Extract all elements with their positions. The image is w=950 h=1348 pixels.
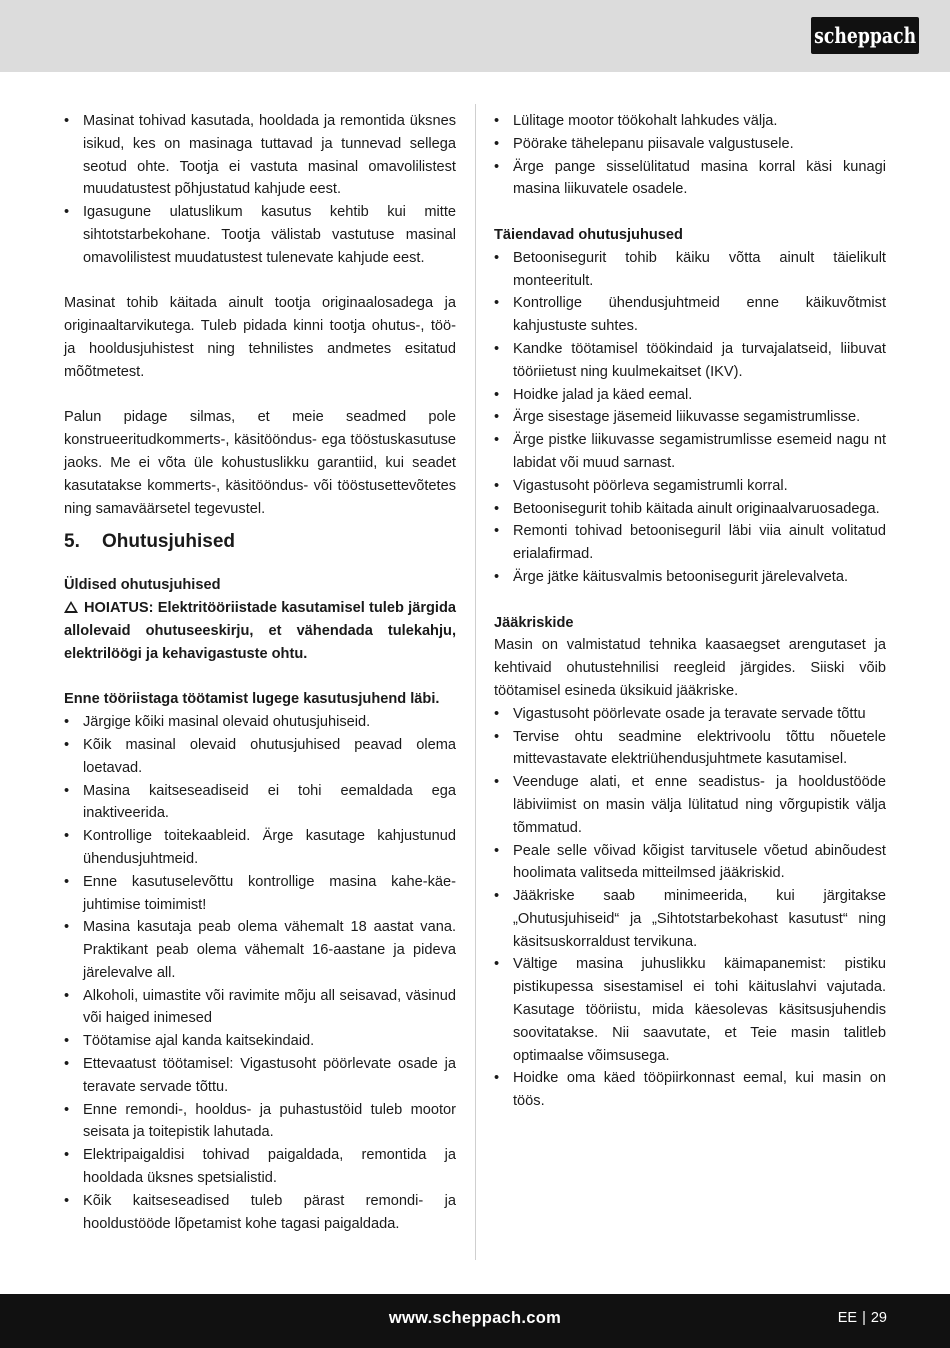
- list-item: • Remonti tohivad betooniseguril läbi viia ainult volitatud erialafirmad.: [494, 520, 886, 566]
- list-item: • Betoonisegurit tohib käitada ainult originaalvaruosadega.: [494, 498, 886, 521]
- before-use-title: Enne tööriistaga töötamist lugege kasutusjuhend läbi.: [64, 691, 440, 708]
- list-item: • Vigastusoht pöörlevate osade ja teravate servade tõttu: [494, 703, 886, 726]
- list-item: • Enne remondi-, hooldus- ja puhastustöid tuleb mootor seisata ja toitepistik lahutada.: [64, 1099, 456, 1145]
- warning-text: HOIATUS: Elektritööriistade kasutamisel tuleb järgida allolevaid ohutuseeskirju, et vähendada tulekahju, elektrilöögi ja kehavigastuste ohtu.: [64, 600, 456, 662]
- list-item: • Ettevaatust töötamisel: Vigastusoht pöörlevate osade ja teravate servade tõttu.: [64, 1053, 456, 1099]
- list-item: • Ärge jätke käitusvalmis betoonisegurit järelevalveta.: [494, 566, 886, 589]
- section-number: 5.: [64, 531, 80, 553]
- top-bullet-list: [494, 110, 886, 201]
- list-item: • Hoidke jalad ja käed eemal.: [494, 384, 886, 407]
- list-item: • Pöörake tähelepanu piisavale valgustusele.: [494, 133, 886, 156]
- list-item: • Enne kasutuselevõttu kontrollige masina kahe-käe-juhtimise toimimist!: [64, 871, 456, 917]
- language-code: EE: [837, 1310, 858, 1326]
- column-divider: [475, 104, 476, 1260]
- list-item: • Igasugune ulatuslikum kasutus kehtib kui mitte sihtotstarbekohane. Tootja välistab vastutuse masinal omavolilistest muudatustest tulenevate kahjude eest.: [64, 201, 456, 269]
- list-item: • Ärge sisestage jäsemeid liikuvasse segamistrumlisse.: [494, 406, 886, 429]
- page-header: [0, 0, 950, 72]
- list-item: • Kõik masinal olevaid ohutusjuhised peavad olema loetavad.: [64, 734, 456, 780]
- additional-bullet-list: [494, 247, 886, 589]
- list-item: • Hoidke oma käed tööpiirkonnast eemal, kui masin on töös.: [494, 1067, 886, 1113]
- list-item: • Masina kaitseseadiseid ei tohi eemaldada ega inaktiveerida.: [64, 780, 456, 826]
- residual-bullet-list: [494, 703, 886, 1113]
- list-item: • Peale selle võivad kõigist tarvitusele võetud abinõudest hoolimata valitseda mitteilmsed jääkriskid.: [494, 840, 886, 886]
- list-item: • Vigastusoht pöörleva segamistrumli korral.: [494, 475, 886, 498]
- residual-risks-title: Jääkriskide: [494, 614, 574, 631]
- list-item: • Betoonisegurit tohib käiku võtta ainult täielikult monteeritult.: [494, 247, 886, 293]
- list-item: • Järgige kõiki masinal olevaid ohutusjuhiseid.: [64, 711, 456, 734]
- page-separator: |: [862, 1310, 866, 1326]
- page-number: [838, 1310, 887, 1326]
- paragraph-original-parts: Masinat tohib käitada ainult tootja originaalosadega ja originaaltarvikutega. Tuleb pidada kinni tootja ohutus-, töö- ja hooldusjuhistest ning tehnilistes andmetes esitatud mõõtmetest.: [64, 295, 456, 380]
- left-column: [64, 110, 456, 1235]
- paragraph-commercial-use: Palun pidage silmas, et meie seadmed pole konstrueeritudkommerts-, käsitööndus- ega tööstuskasutuse jaoks. Me ei võta üle kohustuslikku garantiid, kui seadet kasutatakse kommerts-, käsitööndus- või tööstusettevõtetes ning samaväärsetel tegevustel.: [64, 409, 456, 517]
- general-safety-title: Üldised ohutusjuhised: [64, 577, 221, 594]
- warning-block: [64, 597, 456, 665]
- list-item: • Kandke töötamisel töökindaid ja turvajalatseid, liibuvat tööriietust ning kuulmekaitset (IKV).: [494, 338, 886, 384]
- residual-risks-intro: Masin on valmistatud tehnika kaasaegset arengutaset ja kehtivaid ohutustehnilisi reegleid järgides. Siiski võib töötamisel esineda üksikuid jääkriske.: [494, 637, 886, 699]
- scheppach-logo: [811, 17, 919, 54]
- list-item: • Jääkriske saab minimeerida, kui järgitakse „Ohutusjuhiseid“ ja „Sihtotstarbekohast kasutust“ ning käsitsuskorraldust tervikuna.: [494, 885, 886, 953]
- list-item: • Ärge pange sisselülitatud masina korral käsi kunagi masina liikuvatele osadele.: [494, 156, 886, 202]
- list-item: • Masinat tohivad kasutada, hooldada ja remontida üksnes isikud, kes on masinaga tuttavad ja tunnevad sellega seotud ohte. Tootja ei vastuta masinal omavolilistest muudatustest põhjustatud kahjude eest.: [64, 110, 456, 201]
- section-title: Ohutusjuhised: [102, 531, 235, 553]
- page-number-value: 29: [870, 1310, 887, 1326]
- additional-safety-title: Täiendavad ohutusjuhused: [494, 226, 683, 243]
- list-item: • Vältige masina juhuslikku käimapanemist: pistiku pistikupessa sisestamisel ei tohi käituslahvi vajutada. Kasutage tööriistu, mida käesolevas käsitsusjuhendis soovitatakse. Nii saavutate, et Teie masin talitleb optimaalse võimsusega.: [494, 953, 886, 1067]
- list-item: • Lülitage mootor töökohalt lahkudes välja.: [494, 110, 886, 133]
- warning-triangle-icon: [64, 601, 78, 613]
- safety-bullet-list: [64, 711, 456, 1235]
- list-item: • Elektripaigaldisi tohivad paigaldada, remontida ja hooldada üksnes spetsialistid.: [64, 1144, 456, 1190]
- website-link[interactable]: www.scheppach.com: [388, 1309, 562, 1327]
- list-item: • Veenduge alati, et enne seadistus- ja hooldustööde läbiviimist on masin välja lülitatud ning võrgupistik välja tõmmatud.: [494, 771, 886, 839]
- section-heading: [64, 530, 456, 554]
- list-item: • Ärge pistke liikuvasse segamistrumlisse esemeid nagu nt labidat või muud sarnast.: [494, 429, 886, 475]
- list-item: • Tervise ohtu seadmine elektrivoolu tõttu nõuetele mittevastavate elektriühendusjuhtmete kasutamisel.: [494, 726, 886, 772]
- list-item: • Kontrollige toitekaableid. Ärge kasutage kahjustunud ühendusjuhtmeid.: [64, 825, 456, 871]
- intro-bullet-list: [64, 110, 456, 270]
- right-column: [494, 110, 886, 1113]
- logo-text: scheppach: [814, 23, 916, 48]
- list-item: • Töötamise ajal kanda kaitsekindaid.: [64, 1030, 456, 1053]
- list-item: • Alkoholi, uimastite või ravimite mõju all seisavad, väsinud või haiged inimesed: [64, 985, 456, 1031]
- page-footer: [0, 1294, 950, 1348]
- list-item: • Kõik kaitseseadised tuleb pärast remondi- ja hooldustööde lõpetamist kohe tagasi paigaldada.: [64, 1190, 456, 1236]
- list-item: • Kontrollige ühendusjuhtmeid enne käikuvõtmist kahjustuste suhtes.: [494, 292, 886, 338]
- list-item: • Masina kasutaja peab olema vähemalt 18 aastat vana. Praktikant peab olema vähemalt 16-aastane ja pideva järelevalve all.: [64, 916, 456, 984]
